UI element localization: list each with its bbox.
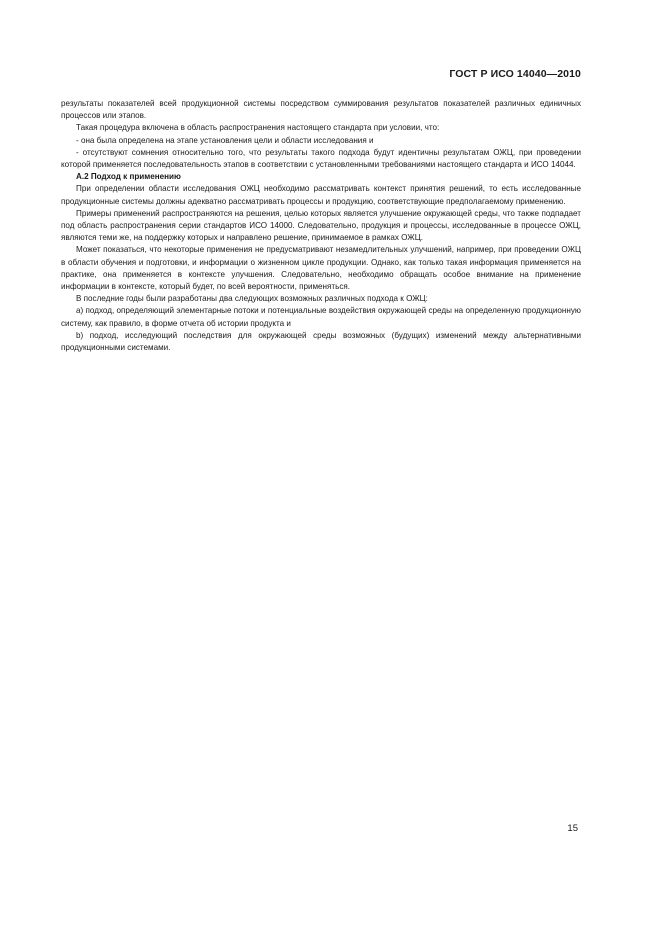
section-heading: А.2 Подход к применению — [76, 172, 181, 182]
list-item: - отсутствуют сомнения относительно того, что результаты такого подхода будут идентичны результатам ОЖЦ, при проведении которой применяется последовательность этапов в соответствии с установленными требованиями настоящего стандарта и ИСО 14044. — [61, 147, 581, 170]
paragraph: Может показаться, что некоторые применения не предусматривают незамедлительных улучшений, например, при проведении ОЖЦ в области обучения и подготовки, и информации о жизненном цикле продукции. Однако, как только такая информация применяется на практике, она применяется в контексте улучшения. Следовательно, необходимо обращать особое внимание на применение информации в контексте, который будет, по всей вероятности, применяться. — [61, 245, 581, 292]
list-item: - она была определена на этапе установления цели и области исследования и — [76, 135, 374, 145]
paragraph: Такая процедура включена в область распространения настоящего стандарта при условии, что: — [76, 123, 440, 133]
paragraph: Примеры применений распространяются на решения, целью которых является улучшение окружающей среды, что также подпадает под область распространения серии стандартов ИСО 14000. Следовательно, продукция и процессы, исследованные в процессе ОЖЦ, являются теми же, на поддержку которых и направлено решение, принимаемое в рамках ОЖЦ. — [61, 208, 581, 243]
paragraph: результаты показателей всей продукционной системы посредством суммирования результатов показателей различных единичных процессов или этапов. — [61, 99, 581, 121]
list-item: b) подход, исследующий последствия для окружающей среды возможных (будущих) изменений между альтернативными продукционными системами. — [61, 330, 581, 353]
document-header: ГОСТ Р ИСО 14040—2010 — [449, 68, 581, 80]
list-item: a) подход, определяющий элементарные потоки и потенциальные воздействия окружающей среды на определенную продукционную систему, как правило, в форме отчета об истории продукта и — [61, 306, 581, 328]
page-number: 15 — [567, 823, 578, 834]
document-body — [61, 98, 581, 354]
paragraph: В последние годы были разработаны два следующих возможных различных подхода к ОЖЦ: — [76, 294, 428, 304]
paragraph: При определении области исследования ОЖЦ необходимо рассматривать контекст принятия решений, то есть исследованные продукционные системы должны адекватно рассматривать процессы и продукцию, соответствующие предполагаемому применению. — [61, 184, 581, 206]
